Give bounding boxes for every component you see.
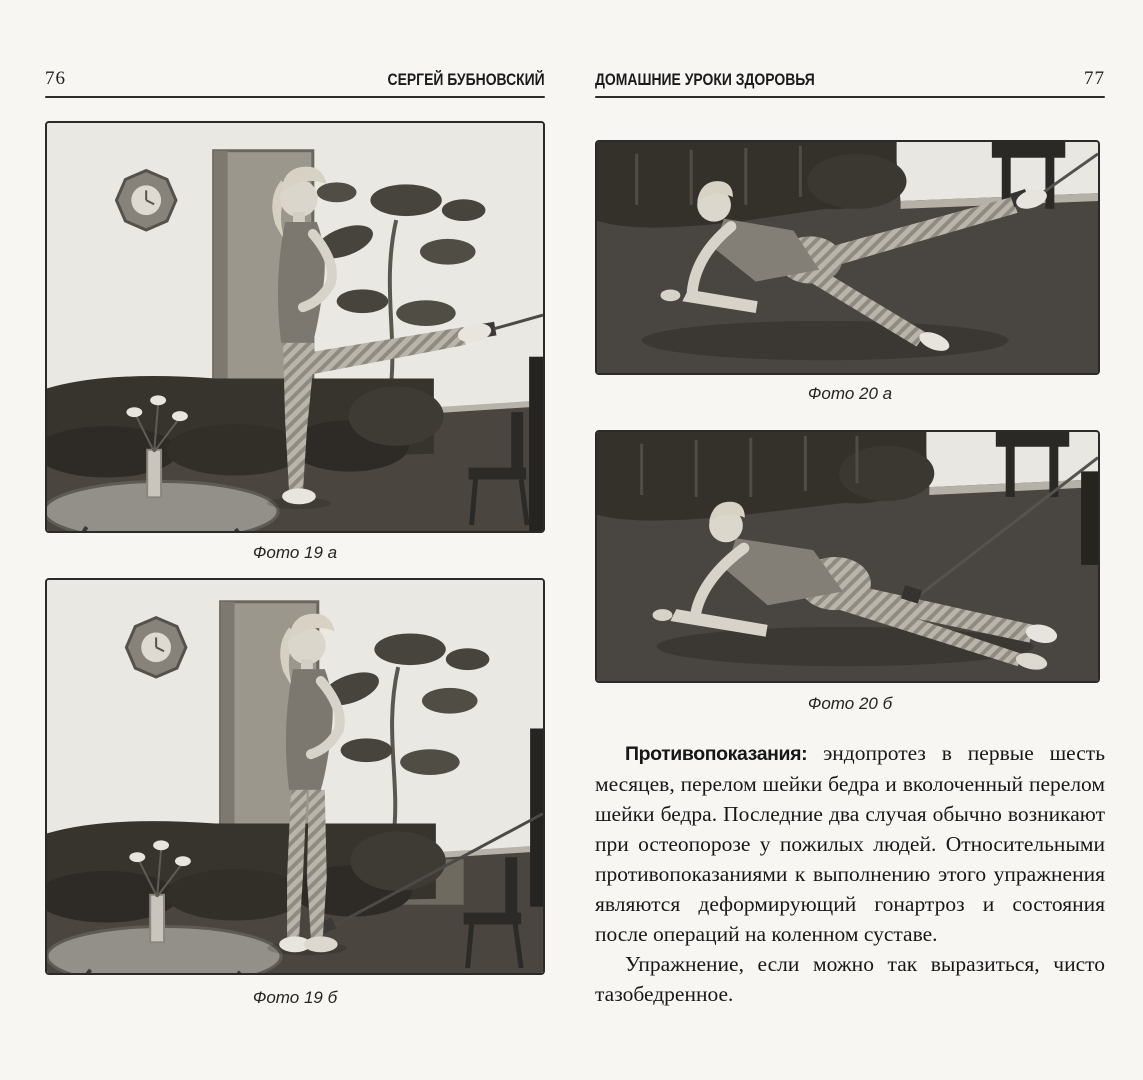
page-number-right: 77 (1084, 68, 1105, 89)
page-number-left: 76 (45, 68, 66, 89)
running-header-right: ДОМАШНИЕ УРОКИ ЗДОРОВЬЯ (595, 70, 815, 89)
page-header-right (595, 68, 1105, 90)
exercise-photo-20a (595, 140, 1100, 375)
exercise-photo-19b (45, 578, 545, 975)
body-text (595, 738, 1105, 1009)
exercise-photo-20b (595, 430, 1100, 683)
header-rule-left (45, 96, 545, 98)
exercise-photo-19a-illustration (47, 123, 543, 531)
page-right (595, 0, 1105, 1080)
exercise-photo-19b-illustration (47, 580, 543, 973)
photo-caption-19a: Фото 19 а (252, 543, 338, 562)
paragraph-exercise-note (595, 949, 1105, 1009)
photo-caption-19b: Фото 19 б (252, 988, 338, 1007)
photo-caption-20b: Фото 20 б (807, 694, 893, 713)
paragraph-lead-contraindications: Противопоказания: (625, 743, 808, 765)
paragraph-text-exercise-note: Упражнение, если можно так выразиться, чисто тазобедренное. (595, 952, 1105, 1006)
paragraph-text-contraindications: эндопротез в первые шесть месяцев, перелом шейки бедра и вколоченный перелом шейки бедра. Последние два случая обычно возникают при остеопорозе у пожилых людей. Относительными противопоказаниями к выполнению этого упражнения являются деформирующий гонартроз и состояния после операций на коленном суставе. (595, 741, 1105, 946)
exercise-photo-19a (45, 121, 545, 533)
running-header-left: СЕРГЕЙ БУБНОВСКИЙ (387, 70, 545, 89)
exercise-photo-20a-illustration (597, 142, 1098, 373)
paragraph-contraindications (595, 738, 1105, 949)
exercise-photo-20b-illustration (597, 432, 1098, 681)
photo-caption-20a: Фото 20 а (807, 384, 893, 403)
page-left (45, 0, 545, 1080)
header-rule-right (595, 96, 1105, 98)
page-header-left (45, 68, 545, 90)
